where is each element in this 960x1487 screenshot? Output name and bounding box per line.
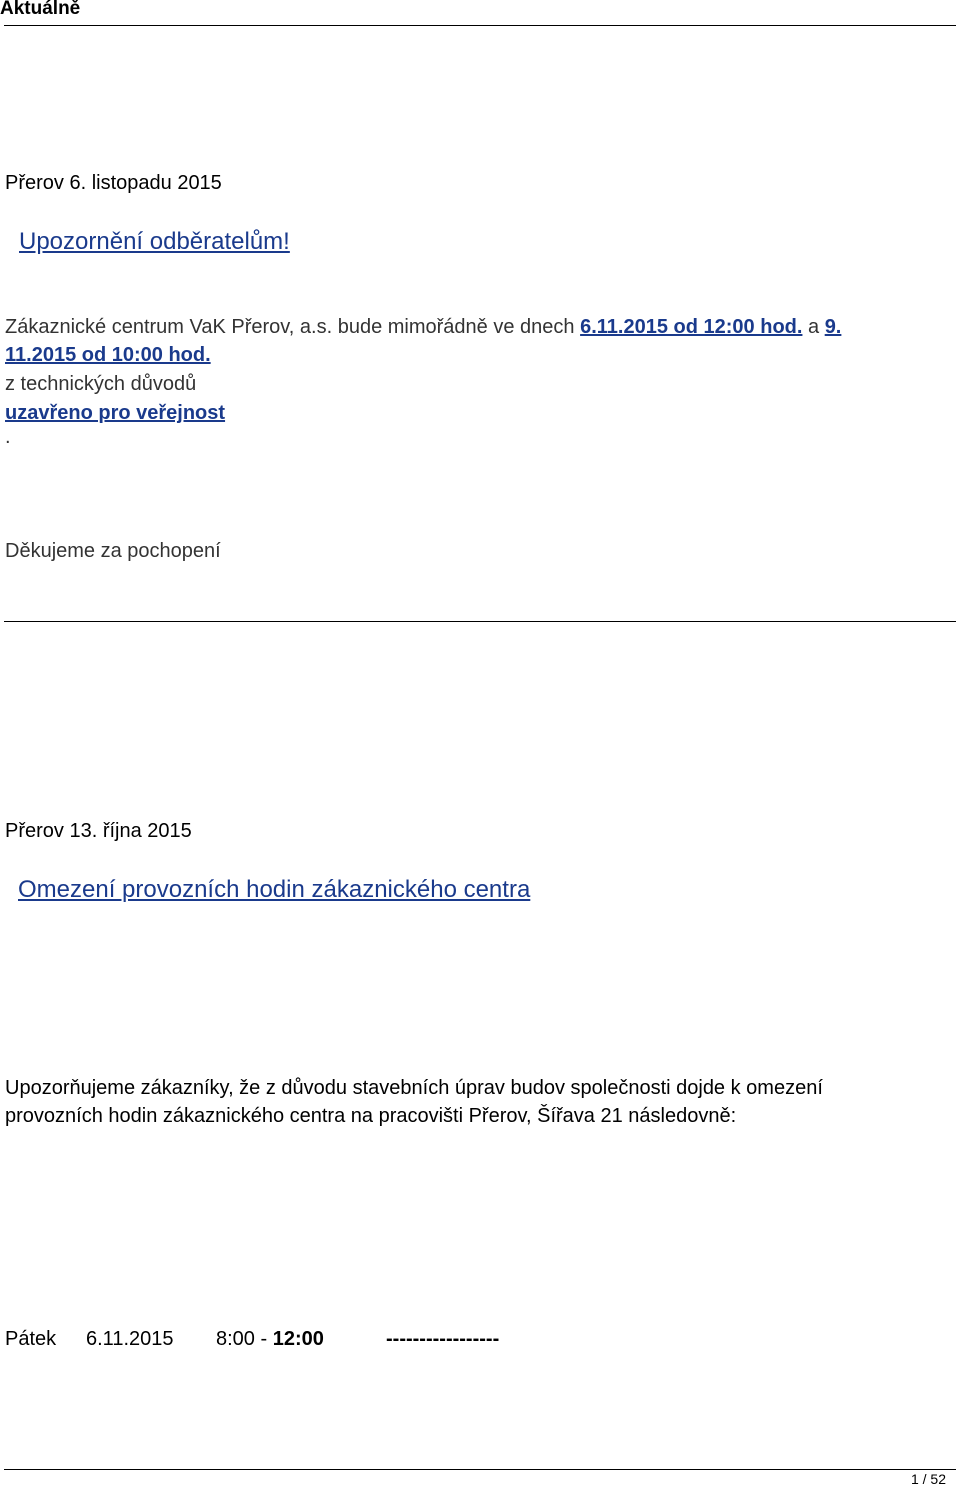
article1-date: Přerov 6. listopadu 2015 <box>5 172 222 194</box>
article-divider <box>4 621 956 622</box>
article1-heading-link[interactable]: Upozornění odběratelům! <box>19 228 290 255</box>
article2-heading-link[interactable]: Omezení provozních hodin zákaznického centra <box>18 876 531 903</box>
page-number: 1 / 52 <box>910 1471 946 1487</box>
article1-date1-link[interactable]: 6.11.2015 od 12:00 hod. <box>580 316 803 338</box>
footer-divider <box>4 1469 956 1470</box>
schedule-hours-end: 12:00 <box>272 1328 324 1350</box>
article2-date: Přerov 13. října 2015 <box>5 820 192 842</box>
article1-period: . <box>5 426 11 448</box>
schedule-hours-start: 8:00 - <box>216 1328 273 1350</box>
schedule-hours <box>216 1328 324 1351</box>
article1-reason: z technických důvodů <box>5 373 197 395</box>
header-divider <box>4 25 956 26</box>
article1-closed-link[interactable]: uzavřeno pro veřejnost <box>5 402 226 424</box>
schedule-dashes: ----------------- <box>386 1328 500 1350</box>
article1-line1 <box>5 316 841 339</box>
article2-paragraph-line1: Upozorňujeme zákazníky, že z důvodu stavebních úprav budov společnosti dojde k omezení <box>5 1077 823 1099</box>
article1-and-text: a <box>802 316 825 338</box>
article1-line1-text: Zákaznické centrum VaK Přerov, a.s. bude mimořádně ve dnech <box>5 316 581 338</box>
article1-thanks: Děkujeme za pochopení <box>5 540 221 562</box>
schedule-date: 6.11.2015 <box>86 1328 174 1350</box>
article1-date2-link-part1[interactable]: 9. <box>824 316 842 338</box>
article2-paragraph-line2: provozních hodin zákaznického centra na pracovišti Přerov, Šířava 21 následovně: <box>5 1105 737 1127</box>
schedule-day: Pátek <box>5 1328 57 1350</box>
article1-date2-link-part2[interactable]: 11.2015 od 10:00 hod. <box>5 344 211 366</box>
page-header-title: Aktuálně <box>0 0 81 19</box>
